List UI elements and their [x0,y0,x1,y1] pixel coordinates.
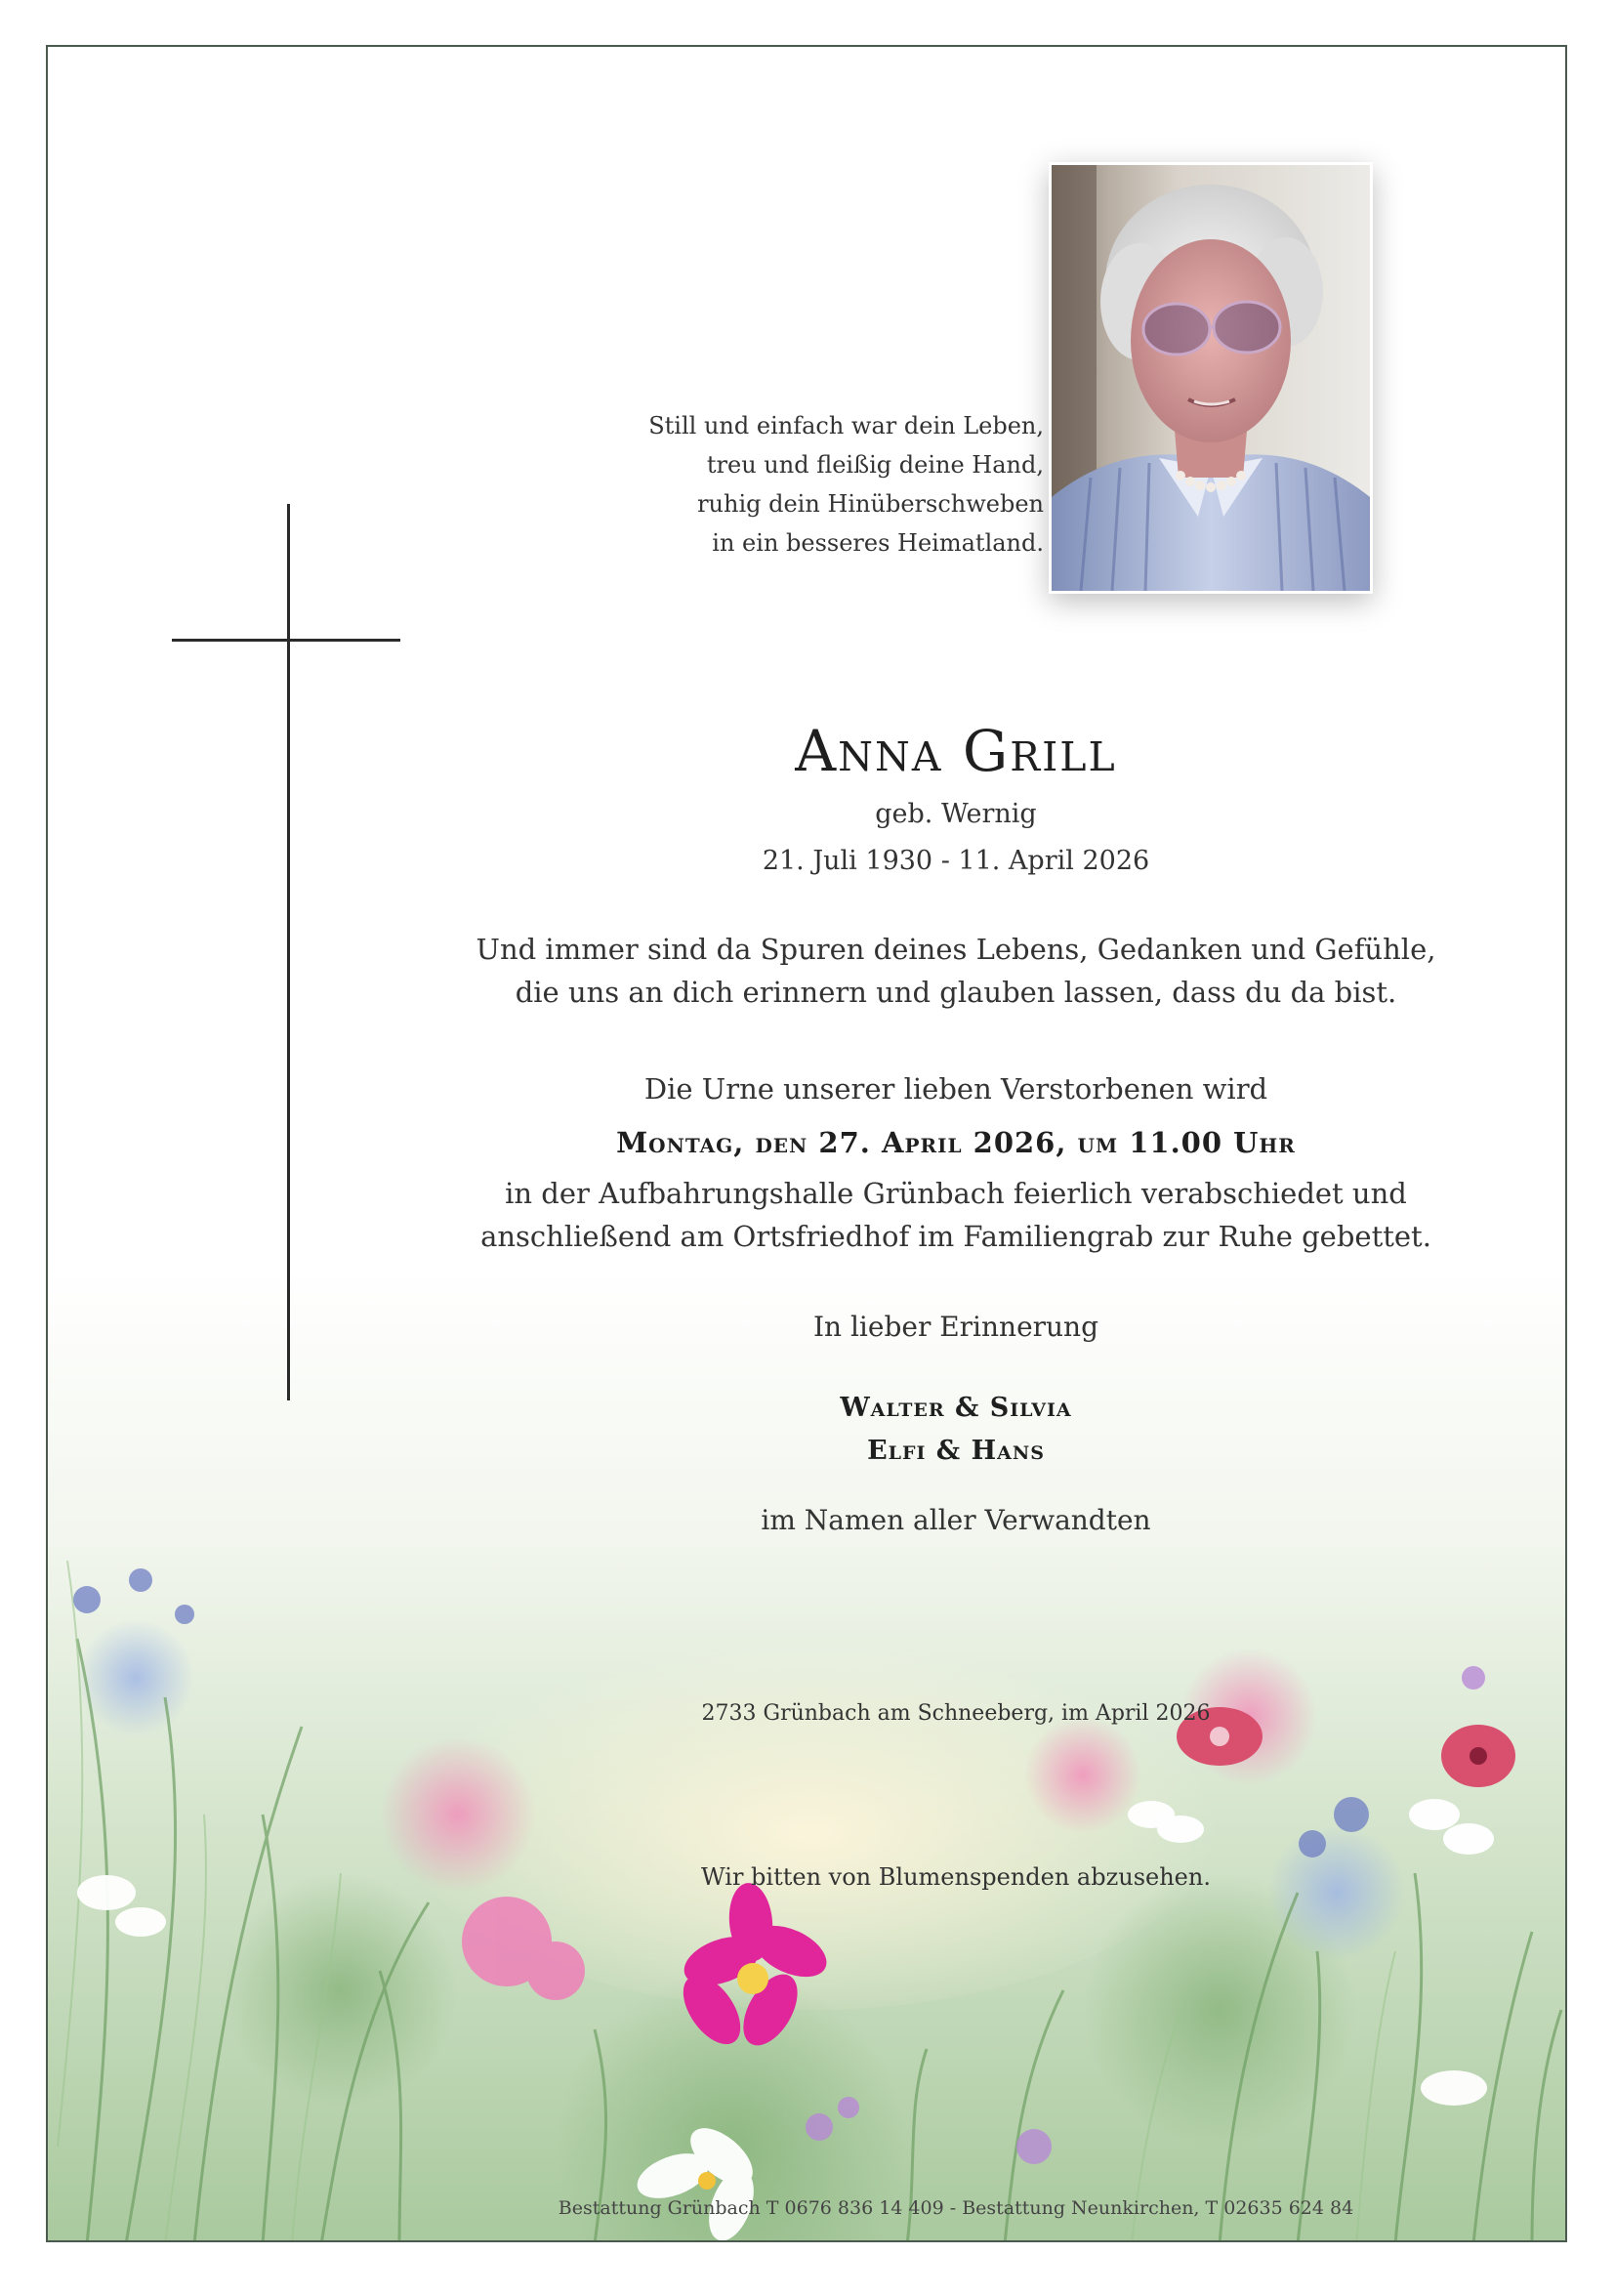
ceremony-line: in der Aufbahrungshalle Grünbach feierlich verabschiedet und [505,1177,1407,1210]
cross-horizontal-bar [172,639,400,642]
flower-donation-note: Wir bitten von Blumenspenden abzusehen. [701,1863,1211,1891]
ceremony-details [419,1172,1493,1258]
life-dates: 21. Juli 1930 - 11. April 2026 [762,846,1150,876]
relatives-closing: im Namen aller Verwandten [761,1504,1151,1536]
mourner-name: Elfi & Hans [867,1436,1045,1466]
poem-verse [507,406,1044,563]
poem-line: treu und fleißig deine Hand, [706,451,1044,479]
mourner-names [419,1387,1493,1473]
memory-intro: In lieber Erinnerung [812,1311,1099,1343]
ceremony-line: anschließend am Ortsfriedhof im Familiengrab zur Ruhe gebettet. [480,1220,1431,1253]
birth-name: geb. Wernig [875,799,1037,829]
portrait-photo [1049,162,1373,594]
mourner-name: Walter & Silvia [840,1393,1072,1423]
obituary-frame [46,45,1567,2242]
ceremony-intro: Die Urne unserer lieben Verstorbenen wird [643,1072,1268,1106]
poem-line: in ein besseres Heimatland. [712,529,1044,557]
place-and-date: 2733 Grünbach am Schneeberg, im April 2026 [701,1701,1211,1726]
poem-line: Still und einfach war dein Leben, [648,412,1044,439]
memorial-quote [419,928,1493,1014]
ceremony-date: Montag, den 27. April 2026, um 11.00 Uhr [616,1126,1296,1159]
deceased-name: Anna Grill [795,718,1117,784]
quote-line: die uns an dich erinnern und glauben lassen, dass du da bist. [515,976,1397,1009]
poem-line: ruhig dein Hinüberschweben [697,490,1044,518]
funeral-home-footer: Bestattung Grünbach T 0676 836 14 409 - Bestattung Neunkirchen, T 02635 624 84 [558,2197,1354,2219]
quote-line: Und immer sind da Spuren deines Lebens, Gedanken und Gefühle, [476,933,1436,966]
